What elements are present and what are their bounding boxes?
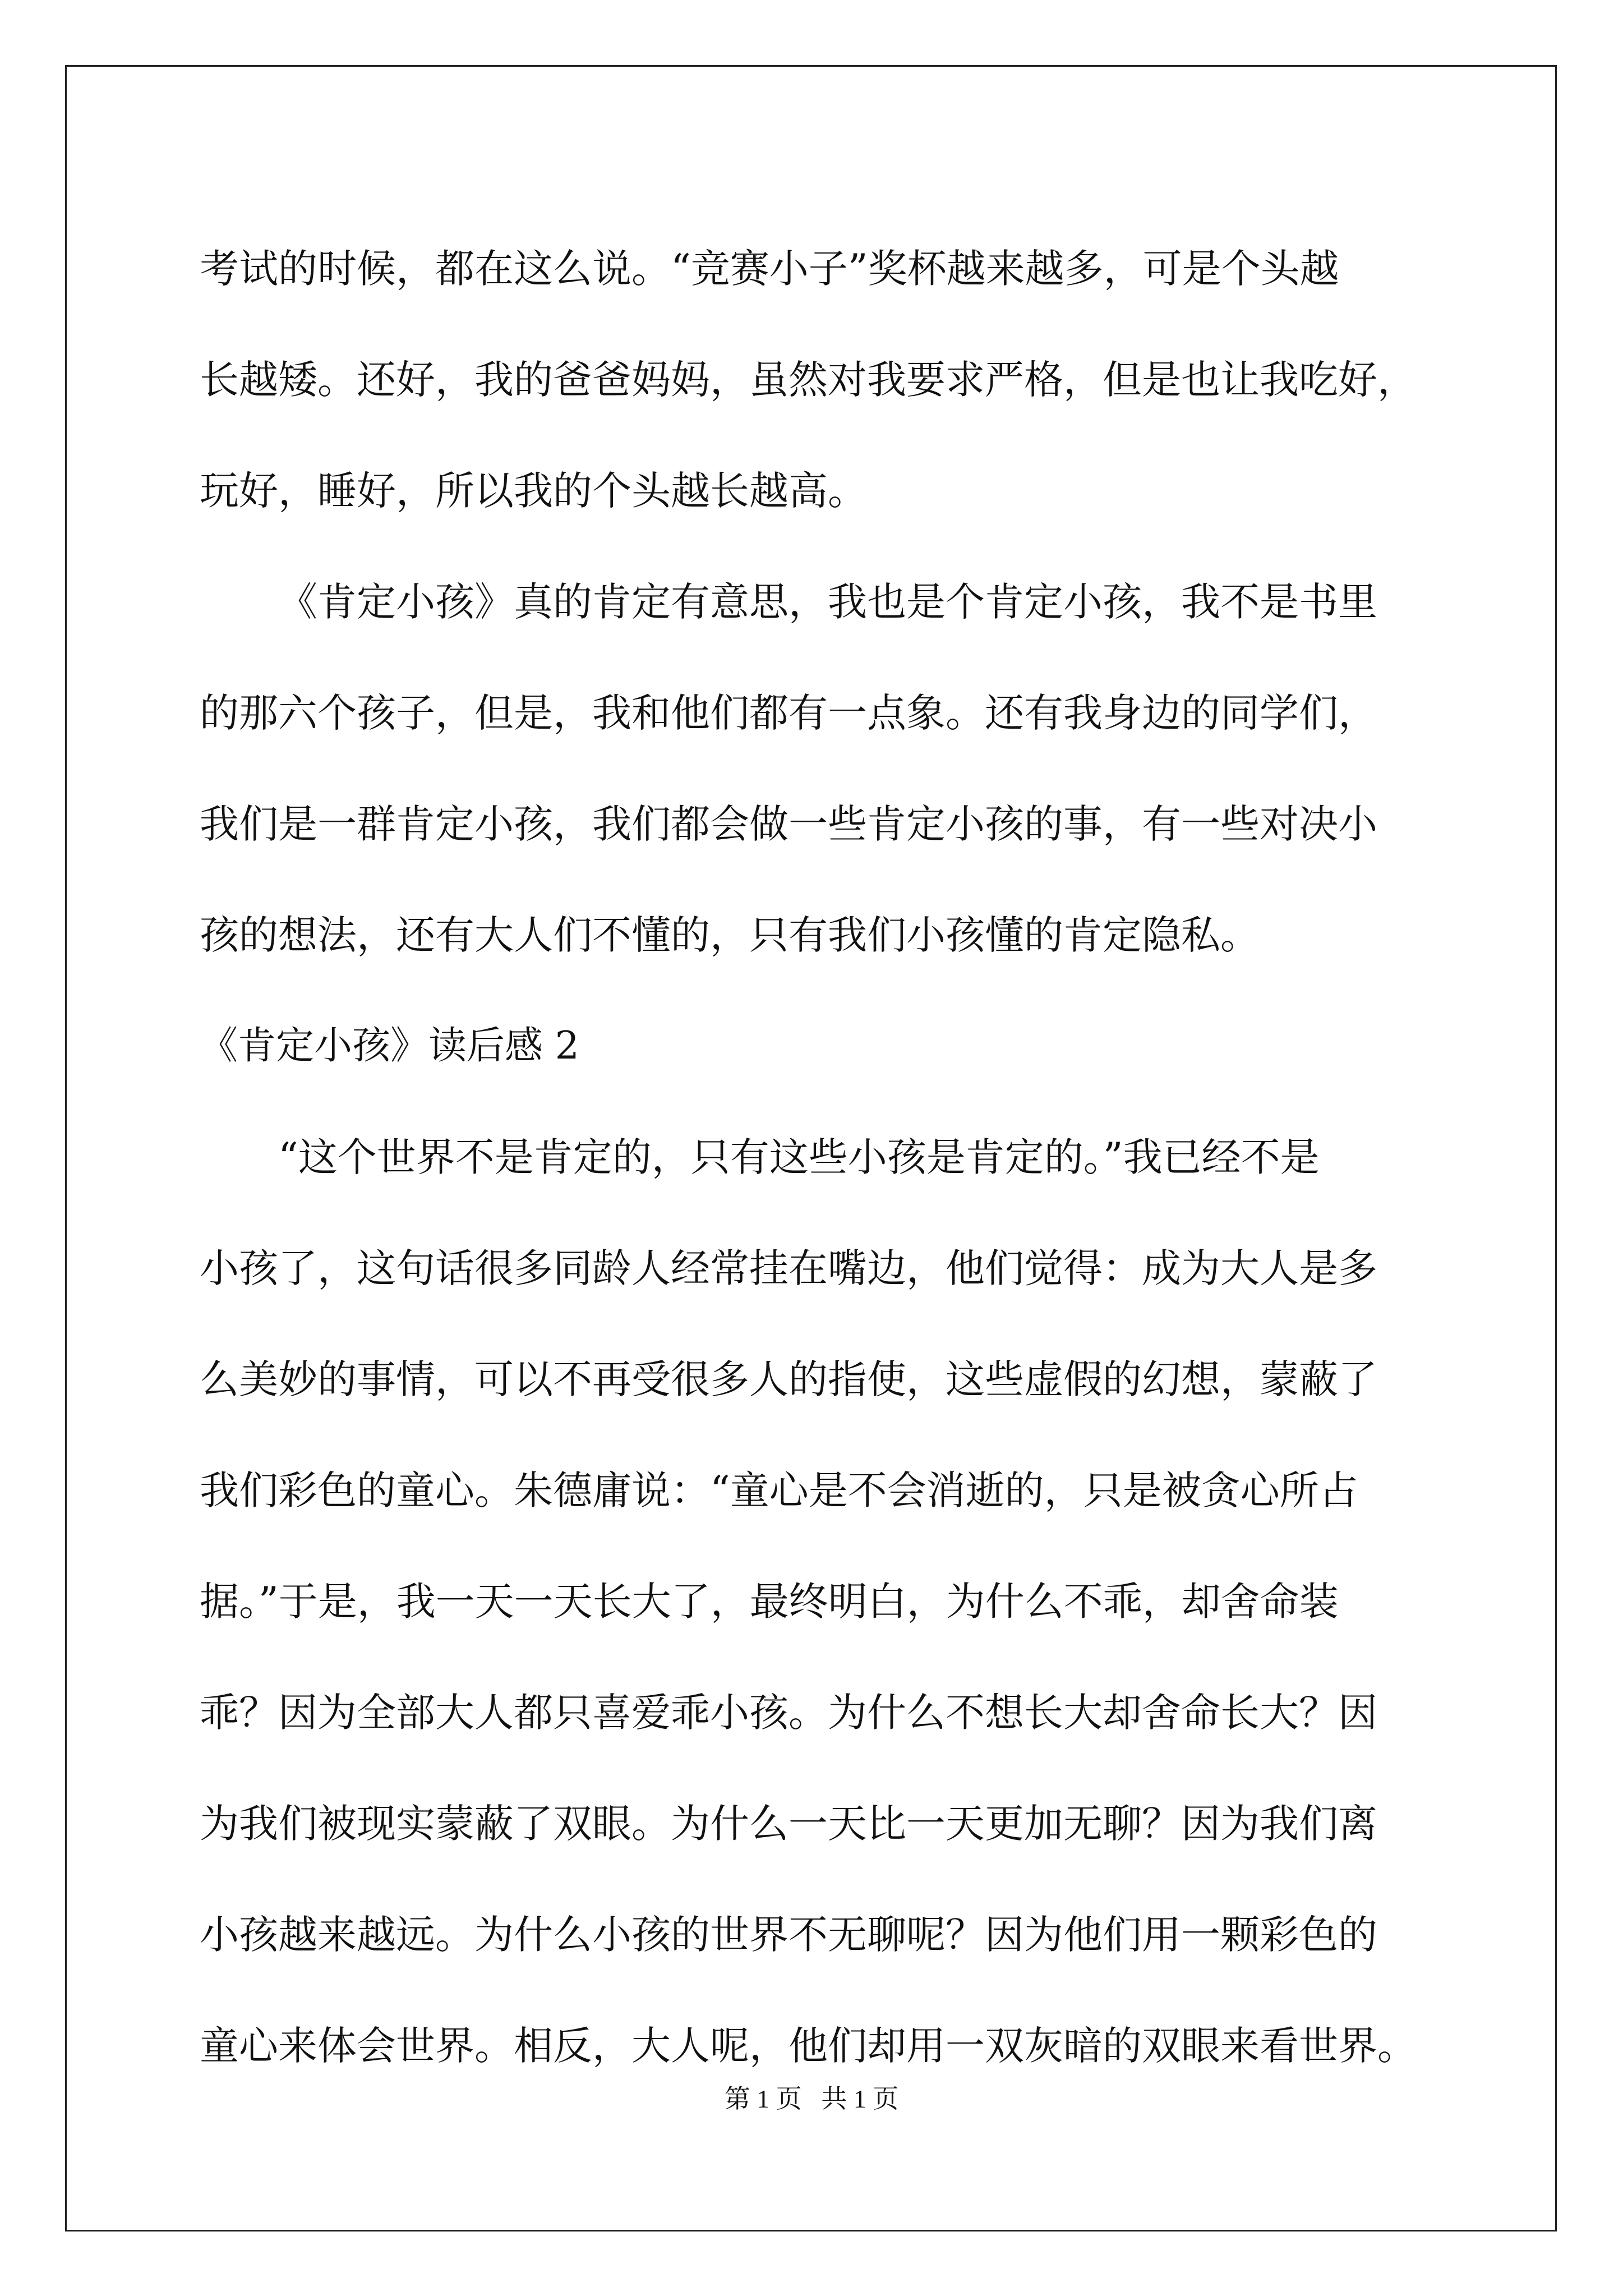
paragraph-line: 我们彩色的童心。朱德庸说：“童心是不会消逝的，只是被贪心所占 [200, 1467, 1358, 1513]
paragraph-line: 小孩越来越远。为什么小孩的世界不无聊呢？因为他们用一颗彩色的 [200, 1912, 1377, 1958]
paragraph-line: 长越矮。还好，我的爸爸妈妈，虽然对我要求严格，但是也让我吃好， [200, 357, 1417, 403]
document-body [200, 213, 1436, 2101]
paragraph-line: 玩好，睡好，所以我的个头越长越高。 [200, 468, 867, 514]
paragraph-line: 么美妙的事情，可以不再受很多人的指使，这些虚假的幻想，蒙蔽了 [200, 1356, 1377, 1402]
paragraph-line: 考试的时候，都在这么说。“竞赛小子”奖杯越来越多，可是个头越 [200, 246, 1339, 292]
page-footer: 第 1 页 共 1 页 [724, 2085, 899, 2113]
paragraph-line: 小孩了，这句话很多同龄人经常挂在嘴边，他们觉得：成为大人是多 [200, 1245, 1377, 1291]
paragraph-line: 为我们被现实蒙蔽了双眼。为什么一天比一天更加无聊？因为我们离 [200, 1801, 1377, 1847]
paragraph-line: “这个世界不是肯定的，只有这些小孩是肯定的。”我已经不是 [278, 1134, 1320, 1180]
section-heading: 《肯定小孩》读后感 2 [200, 1024, 579, 1068]
paragraph-line: 童心来体会世界。相反，大人呢，他们却用一双灰暗的双眼来看世界。 [200, 2023, 1417, 2069]
paragraph-line: 孩的想法，还有大人们不懂的，只有我们小孩懂的肯定隐私。 [200, 912, 1260, 958]
paragraph-line: 《肯定小孩》真的肯定有意思，我也是个肯定小孩，我不是书里 [278, 579, 1377, 625]
paragraph-line: 的那六个孩子，但是，我和他们都有一点象。还有我身边的同学们， [200, 690, 1377, 736]
paragraph-line: 乖？因为全部大人都只喜爱乖小孩。为什么不想长大却舍命长大？因 [200, 1690, 1377, 1736]
paragraph-line: 据。”于是，我一天一天长大了，最终明白，为什么不乖，却舍命装 [200, 1579, 1339, 1625]
paragraph-line: 我们是一群肯定小孩，我们都会做一些肯定小孩的事，有一些对决小 [200, 801, 1377, 847]
